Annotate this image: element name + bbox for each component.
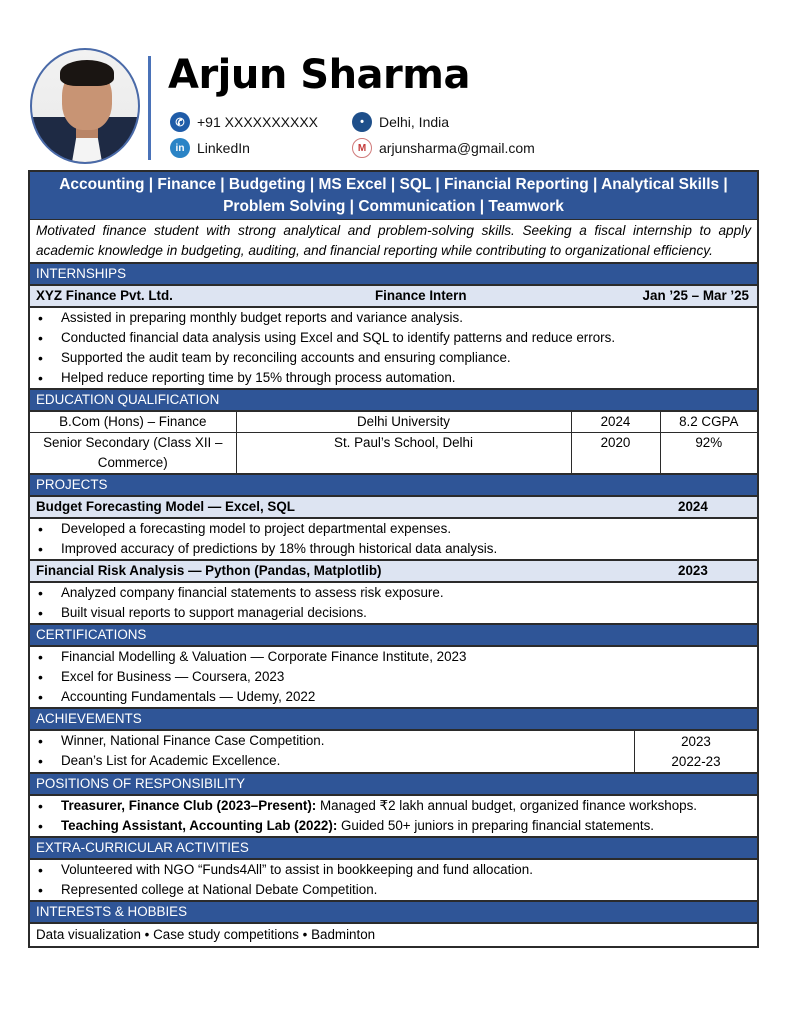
interests-text: Data visualization • Case study competitions • Badminton <box>36 927 376 942</box>
edu-year: 2020 <box>571 433 660 474</box>
summary-text: Motivated finance student with strong analytical and problem-solving skills. Seeking a fiscal internship to apply academic knowledge in budgeting, auditing, and financial reporting while contributing to organizational efficiency. <box>30 219 757 262</box>
contact-linkedin[interactable] <box>170 138 250 158</box>
header-divider <box>148 56 151 160</box>
project-year: 2024 <box>678 499 708 514</box>
achievement-bullets <box>30 731 634 772</box>
location-text: Delhi, India <box>379 114 450 130</box>
list-item <box>36 796 751 816</box>
resume-header <box>0 0 785 168</box>
achievement-years <box>634 731 757 772</box>
list-item: • Built visual reports to support managerial decisions. <box>36 603 751 623</box>
edu-institution: St. Paul’s School, Delhi <box>236 433 571 474</box>
extracurricular-bullets <box>30 860 757 900</box>
candidate-name: Arjun Sharma <box>168 52 470 98</box>
section-header-certifications: CERTIFICATIONS <box>30 623 757 647</box>
contact-location <box>352 112 449 132</box>
list-item: • Analyzed company financial statements to assess risk exposure. <box>36 583 751 603</box>
list-item: • Winner, National Finance Case Competition. <box>36 731 628 751</box>
internship-bullets <box>30 308 757 388</box>
section-header-internships: INTERNSHIPS <box>30 262 757 286</box>
photo-shirt <box>70 134 104 164</box>
edu-degree: Senior Secondary (Class XII – Commerce) <box>30 433 236 474</box>
project-name: Financial Risk Analysis — Python (Pandas, Matplotlib) <box>36 563 382 578</box>
position-role: Treasurer, Finance Club (2023–Present): <box>61 798 317 813</box>
project-header <box>30 559 757 583</box>
contact-email[interactable] <box>352 138 535 158</box>
edu-institution: Delhi University <box>236 412 571 433</box>
section-header-positions: POSITIONS OF RESPONSIBILITY <box>30 772 757 796</box>
project-name: Budget Forecasting Model — Excel, SQL <box>36 499 295 514</box>
profile-photo <box>30 48 140 164</box>
list-item: • Dean’s List for Academic Excellence. <box>36 751 628 771</box>
table-row <box>30 433 757 474</box>
section-header-projects: PROJECTS <box>30 473 757 497</box>
section-header-education: EDUCATION QUALIFICATION <box>30 388 757 412</box>
position-bullets <box>30 796 757 836</box>
list-item: • Financial Modelling & Valuation — Corporate Finance Institute, 2023 <box>36 647 751 667</box>
table-row <box>30 412 757 433</box>
list-item: • Supported the audit team by reconciling accounts and ensuring compliance. <box>36 348 751 368</box>
position-role: Teaching Assistant, Accounting Lab (2022): <box>61 818 338 833</box>
list-item: • Developed a forecasting model to project departmental expenses. <box>36 519 751 539</box>
project-header <box>30 497 757 519</box>
list-item: • Helped reduce reporting time by 15% through process automation. <box>36 368 751 388</box>
contact-phone[interactable] <box>170 112 318 132</box>
education-table <box>30 412 757 473</box>
achievement-year: 2022-23 <box>671 754 721 769</box>
internship-header <box>30 286 757 308</box>
list-item: • Excel for Business — Coursera, 2023 <box>36 667 751 687</box>
edu-score: 8.2 CGPA <box>660 412 757 433</box>
email-link[interactable]: arjunsharma@gmail.com <box>379 140 535 156</box>
location-pin-icon: • <box>352 112 372 132</box>
mail-icon: M <box>352 138 372 158</box>
phone-text: +91 XXXXXXXXXX <box>197 114 319 130</box>
phone-icon: ✆ <box>170 112 190 132</box>
edu-degree: B.Com (Hons) – Finance <box>30 412 236 433</box>
linkedin-link[interactable]: LinkedIn <box>197 140 250 156</box>
certification-bullets <box>30 647 757 707</box>
photo-hair <box>60 60 114 86</box>
project-bullets <box>30 519 757 559</box>
skills-banner <box>30 172 757 219</box>
list-item: • Conducted financial data analysis using Excel and SQL to identify patterns and reduce errors. <box>36 328 751 348</box>
section-header-interests: INTERESTS & HOBBIES <box>30 900 757 924</box>
list-item: • Assisted in preparing monthly budget reports and variance analysis. <box>36 308 751 328</box>
achievement-year: 2023 <box>681 734 711 749</box>
resume-body <box>28 170 759 948</box>
skills-line-1: Accounting | Finance | Budgeting | MS Excel | SQL | Financial Reporting | Analytical Skills | <box>59 176 728 193</box>
list-item: • Volunteered with NGO “Funds4All” to assist in bookkeeping and fund allocation. <box>36 860 751 880</box>
internship-role: Finance Intern <box>375 288 467 303</box>
section-header-achievements: ACHIEVEMENTS <box>30 707 757 731</box>
project-year: 2023 <box>678 563 708 578</box>
position-desc: Guided 50+ juniors in preparing financial statements. <box>337 818 655 833</box>
list-item: • Improved accuracy of predictions by 18% through historical data analysis. <box>36 539 751 559</box>
project-bullets <box>30 583 757 623</box>
list-item: • Represented college at National Debate Competition. <box>36 880 751 900</box>
linkedin-icon: in <box>170 138 190 158</box>
edu-year: 2024 <box>571 412 660 433</box>
internship-company: XYZ Finance Pvt. Ltd. <box>36 288 173 303</box>
position-desc: Managed ₹2 lakh annual budget, organized finance workshops. <box>316 798 698 813</box>
achievements-block <box>30 731 757 772</box>
list-item: • Accounting Fundamentals — Udemy, 2022 <box>36 687 751 707</box>
section-header-extracurricular: EXTRA-CURRICULAR ACTIVITIES <box>30 836 757 860</box>
internship-dates: Jan ’25 – Mar ’25 <box>642 288 749 303</box>
list-item <box>36 816 751 836</box>
edu-score: 92% <box>660 433 757 474</box>
skills-line-2: Problem Solving | Communication | Teamwork <box>223 198 564 215</box>
